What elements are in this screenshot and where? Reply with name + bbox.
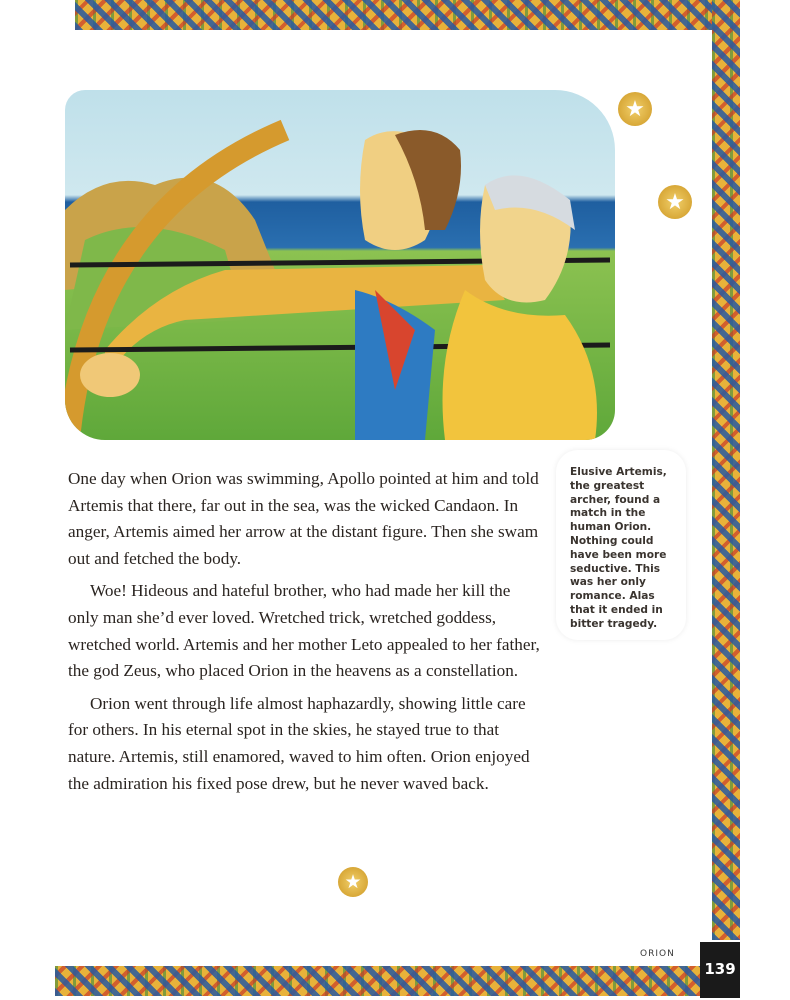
paragraph: Orion went through life almost haphazardly, showing little care for others. In his eternal spot in the skies, he stayed true to that nature. Artemis, still enamored, waved to him often. Orion enjoyed the admiration his fixed pose drew, but he never waved back. <box>68 693 530 793</box>
section-title: ORION <box>640 949 675 959</box>
artemis-orion-illustration <box>65 90 615 440</box>
story-text <box>68 466 543 803</box>
page-number <box>700 942 740 998</box>
star-icon: ★ <box>658 185 692 219</box>
paragraph: Woe! Hideous and hateful brother, who had made her kill the only man she’d ever loved. Wretched trick, wretched goddess, wretched world. Artemis and her mother Leto appealed to her father, the god Zeus, who placed Orion in the heavens as a constellation. <box>68 581 540 681</box>
decorative-border-right <box>712 0 740 940</box>
paragraph: One day when Orion was swimming, Apollo pointed at him and told Artemis that there, far out in the sea, was the wicked Candaon. In anger, Artemis aimed her arrow at the distant figure. Then she swam out and fetched the body. <box>68 469 539 568</box>
page-number-text: 139 <box>704 960 736 978</box>
star-icon: ★ <box>338 867 368 897</box>
decorative-border-top <box>75 0 740 30</box>
decorative-border-bottom <box>55 966 700 996</box>
sidebar-caption: Elusive Artemis, the greatest archer, found a match in the human Orion. Nothing could have been more seductive. This was her only romance. Alas that it ended in bitter tragedy. <box>570 466 667 630</box>
star-icon: ★ <box>618 92 652 126</box>
